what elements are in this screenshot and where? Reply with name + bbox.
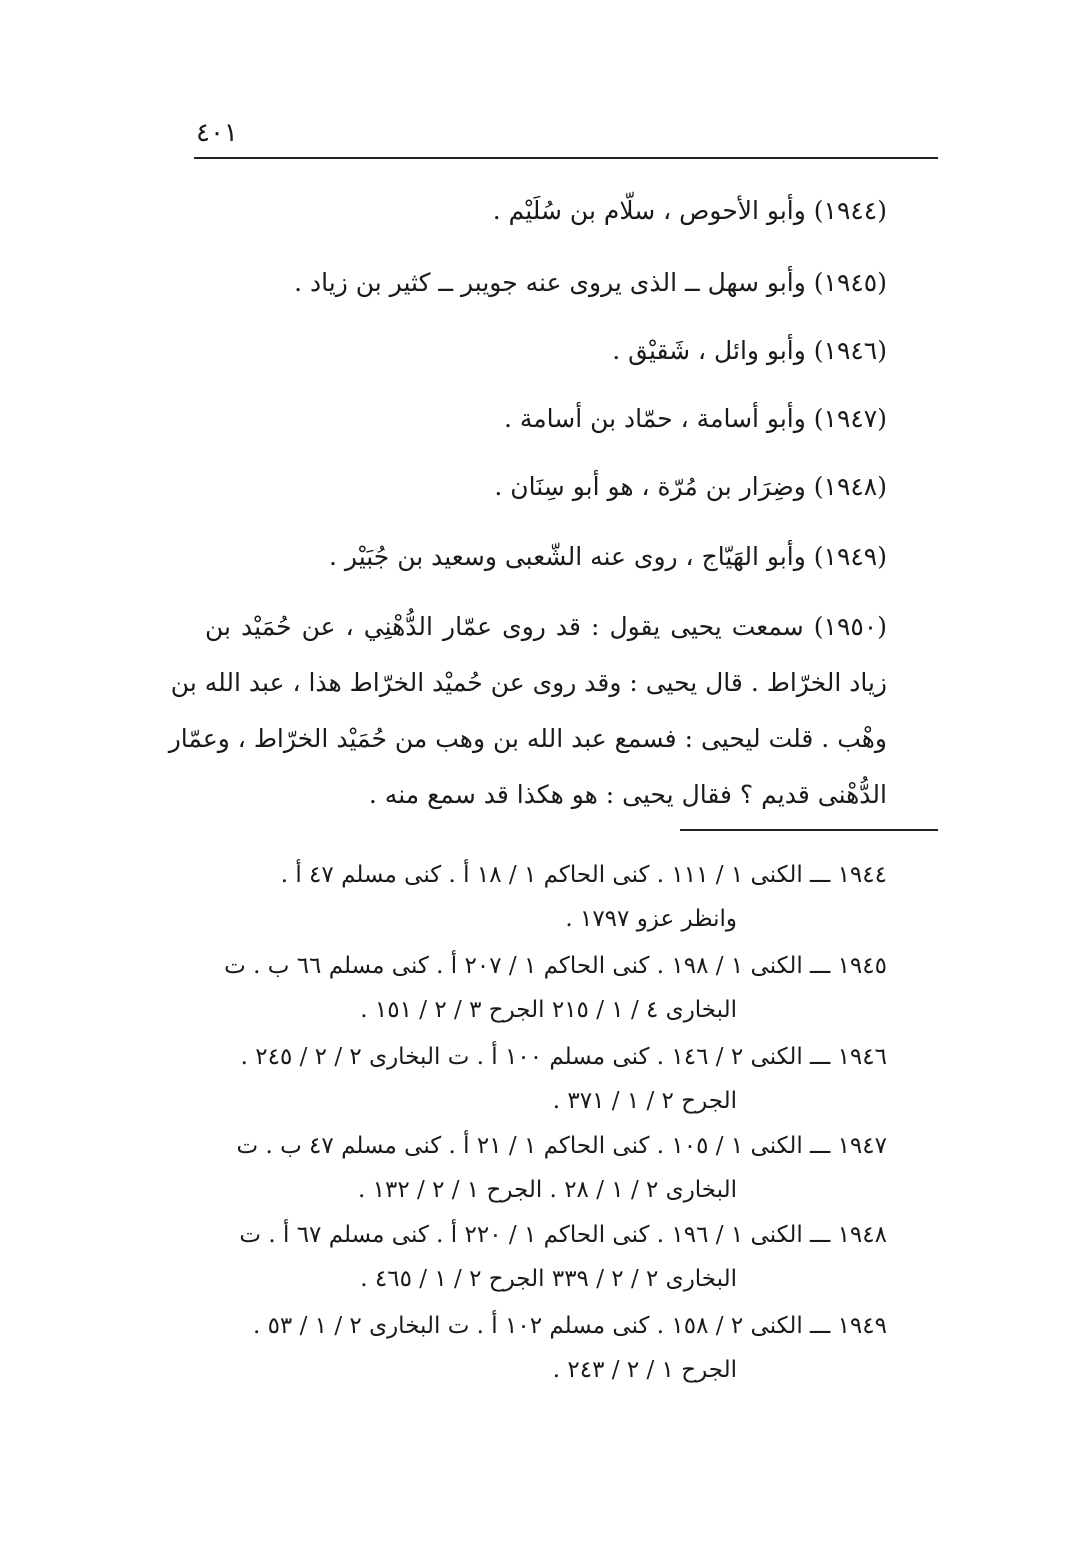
footnote-line: ١٩٤٨ ـــ الكنى ١ / ١٩٦ . كنى الحاكم ١ / ٢٢٠ أ . كنى مسلم ٦٧ أ . ت bbox=[239, 1222, 887, 1248]
page-number: ٤٠١ bbox=[196, 118, 238, 148]
entry-1947: (١٩٤٧) وأبو أسامة ، حمّاد بن أسامة . bbox=[503, 404, 887, 433]
footnote-line: الجرح ٢ / ١ / ٣٧١ . bbox=[552, 1088, 737, 1114]
footnote-line: الجرح ١ / ٢ / ٢٤٣ . bbox=[552, 1357, 737, 1383]
paragraph-line: وهْب . قلت ليحيى : فسمع عبد الله بن وهب من حُمَيْد الخرّاط ، وعمّار bbox=[168, 724, 887, 753]
footnote-line: البخارى ٢ / ٢ / ٣٣٩ الجرح ٢ / ١ / ٤٦٥ . bbox=[360, 1266, 737, 1292]
paragraph-line: (١٩٥٠) سمعت يحيى يقول : قد روى عمّار الدُّهْنِي ، عن حُمَيْد بن bbox=[205, 612, 887, 641]
footnote-line: ١٩٤٥ ـــ الكنى ١ / ١٩٨ . كنى الحاكم ١ / ٢٠٧ أ . كنى مسلم ٦٦ ب . ت bbox=[224, 953, 887, 979]
paragraph-line: الدُّهْنى قديم ؟ فقال يحيى : هو هكذا قد سمع منه . bbox=[368, 780, 887, 809]
footnote-line: البخارى ٢ / ١ / ٢٨ . الجرح ١ / ٢ / ١٣٢ . bbox=[358, 1177, 737, 1203]
footnote-line: ١٩٤٧ ـــ الكنى ١ / ١٠٥ . كنى الحاكم ١ / ٢١ أ . كنى مسلم ٤٧ ب . ت bbox=[236, 1133, 887, 1159]
footnote-line: ١٩٤٦ ـــ الكنى ٢ / ١٤٦ . كنى مسلم ١٠٠ أ . ت البخارى ٢ / ٢ / ٢٤٥ . bbox=[240, 1044, 887, 1070]
footnote-line: البخارى ٤ / ١ / ٢١٥ الجرح ٣ / ٢ / ١٥١ . bbox=[360, 997, 737, 1023]
footnote-line: ١٩٤٤ ـــ الكنى ١ / ١١١ . كنى الحاكم ١ / ١٨ أ . كنى مسلم ٤٧ أ . bbox=[280, 862, 887, 888]
entry-1946: (١٩٤٦) وأبو وائل ، شَقيْق . bbox=[612, 336, 887, 365]
entry-1948: (١٩٤٨) وضِرَار بن مُرّة ، هو أبو سِنَان . bbox=[494, 472, 887, 501]
paragraph-line: زياد الخرّاط . قال يحيى : وقد روى عن حُميْد الخرّاط هذا ، عبد الله بن bbox=[170, 668, 887, 697]
entry-1945: (١٩٤٥) وأبو سهل ــ الذى يروى عنه جويبر ــ كثير بن زياد . bbox=[294, 268, 887, 297]
footnote-line: ١٩٤٩ ـــ الكنى ٢ / ١٥٨ . كنى مسلم ١٠٢ أ . ت البخارى ٢ / ١ / ٥٣ . bbox=[252, 1313, 887, 1339]
entry-1944: (١٩٤٤) وأبو الأحوص ، سلّام بن سُلَيْم . bbox=[492, 196, 887, 225]
header-rule bbox=[194, 157, 938, 159]
footnote-separator bbox=[680, 829, 938, 831]
footnote-line: وانظر عزو ١٧٩٧ . bbox=[565, 906, 737, 932]
entry-1949: (١٩٤٩) وأبو الهَيّاج ، روى عنه الشّعبى وسعيد بن جُبَيْر . bbox=[329, 542, 887, 571]
